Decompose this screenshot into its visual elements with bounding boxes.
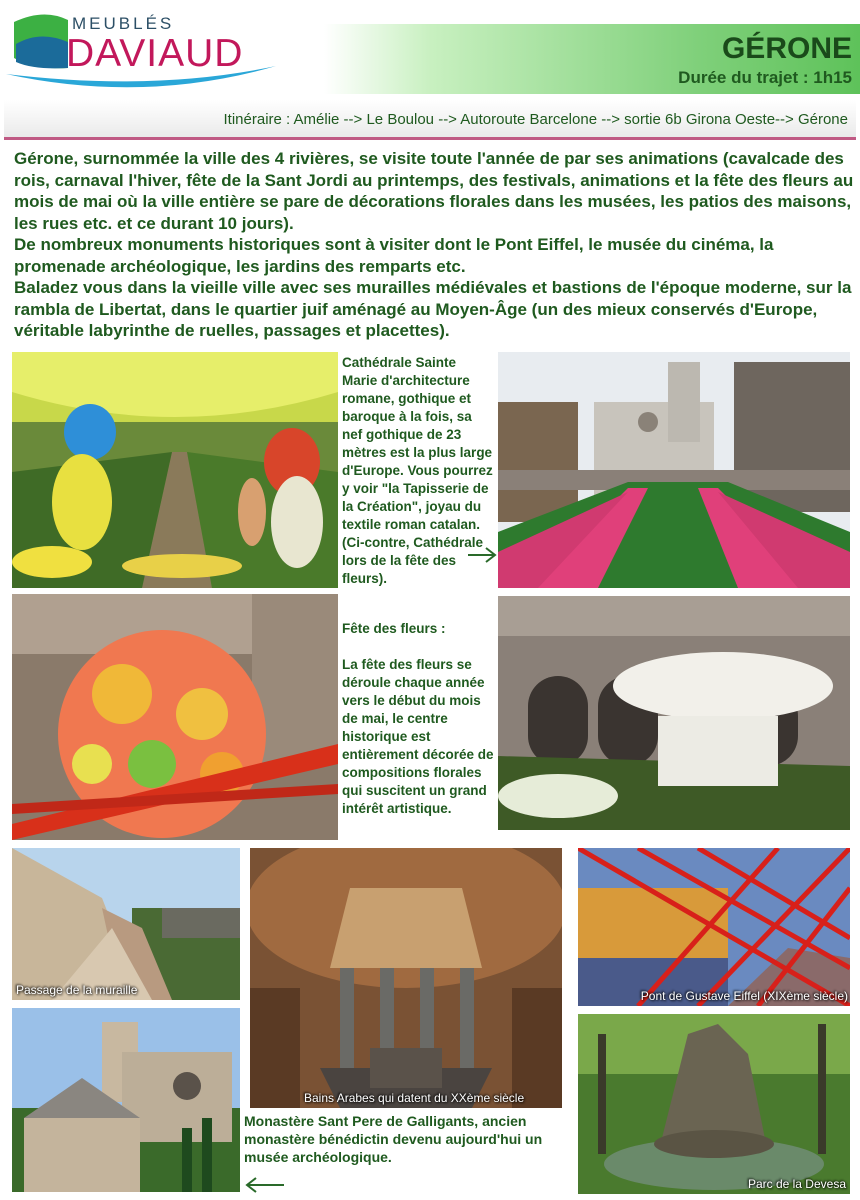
caption-park: Parc de la Devesa	[747, 1177, 846, 1191]
flowers-title: Fête des fleurs :	[342, 621, 446, 636]
flowers-description: La fête des fleurs se déroule chaque année vers le début du mois de mai, le centre historique est entièrement décorée de compositions florales qui suscitent un grand intérêt artistique.	[342, 657, 494, 816]
photo-cloister	[498, 596, 850, 830]
arrow-right-icon	[468, 546, 498, 564]
photo-wall-passage	[12, 848, 240, 1000]
caption-wall: Passage de la muraille	[16, 983, 138, 997]
trip-duration: Durée du trajet : 1h15	[678, 68, 852, 87]
itinerary-text: Itinéraire : Amélie --> Le Boulou --> Autoroute Barcelone --> sortie 6b Girona Oeste--> Gérone	[223, 111, 848, 128]
itinerary-bar	[4, 100, 856, 140]
intro-paragraph: De nombreux monuments historiques sont à visiter dont le Pont Eiffel, le musée du cinéma, la promenade archéologique, les jardins des remparts etc.	[14, 235, 774, 276]
photo-eiffel-bridge	[578, 848, 850, 1006]
caption-baths: Bains Arabes qui datent du XXème siècle	[304, 1091, 525, 1105]
photo-cathedral	[498, 352, 850, 588]
photo-flower-ball	[12, 594, 338, 840]
brand-top: MEUBLÉS	[72, 14, 175, 33]
photo-devesa-park	[578, 1014, 850, 1194]
page-title: GÉRONE	[721, 32, 852, 65]
photo-arab-baths	[250, 848, 562, 1108]
brand-name: DAVIAUD	[66, 32, 244, 75]
cathedral-description: Cathédrale Sainte Marie d'architecture romane, gothique et baroque à la fois, sa nef gothique de 23 mètres est la plus large d'Europe. Vous pourrez y voir "la Tapisserie de la Création", joyau du textile roman catalan. (Ci-contre, Cathédrale lors de la fête des fleurs).	[342, 355, 493, 586]
intro-text	[14, 148, 854, 342]
caption-bridge: Pont de Gustave Eiffel (XIXème siècle)	[640, 989, 848, 1003]
monastery-description: Monastère Sant Pere de Galligants, ancien monastère bénédictin devenu aujourd'hui un musée archéologique.	[244, 1113, 543, 1165]
intro-paragraph: Baladez vous dans la vieille ville avec ses murailles médiévales et bastions de l'époque moderne, sur la rambla de Libertat, dans le quartier juif aménagé au Moyen-Âge (un des mieux conservés d'Europe, véritable labyrinthe de ruelles, passages et placettes).	[14, 278, 852, 340]
arrow-left-icon	[244, 1176, 286, 1194]
photo-flower-street	[12, 352, 338, 588]
photo-monastery	[12, 1008, 240, 1192]
brand-logo	[4, 8, 284, 92]
intro-paragraph: Gérone, surnommée la ville des 4 rivières, se visite toute l'année de par ses animations (cavalcade des rois, carnaval l'hiver, fête de la Sant Jordi au printemps, des festivals, animations et la fête des fleurs au mois de mai où la ville entière se pare de décorations florales dans les musées, les patios des maisons, les rues etc. et ce durant 10 jours).	[14, 149, 854, 233]
